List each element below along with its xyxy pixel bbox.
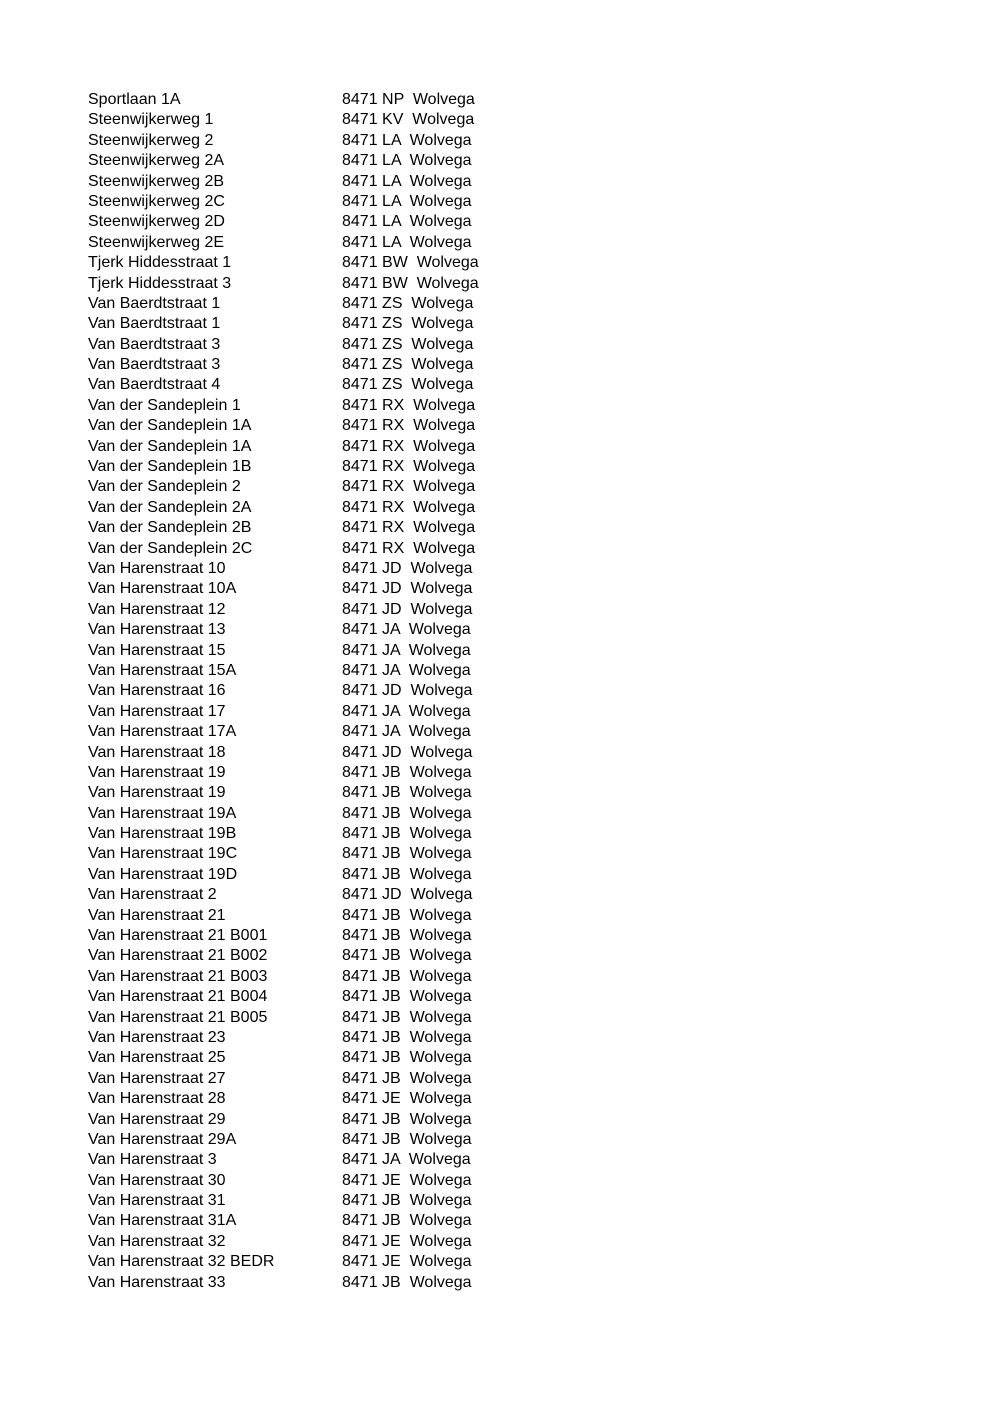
- street-address: Van Baerdtstraat 4: [88, 376, 221, 394]
- street-address: Van Baerdtstraat 3: [88, 356, 221, 374]
- postal-code-city: 8471 RX Wolvega: [342, 498, 476, 516]
- street-address: Steenwijkerweg 2B: [88, 172, 225, 190]
- address-row: [88, 375, 508, 395]
- postal-code-city: 8471 JB Wolvega: [342, 906, 472, 924]
- street-address: Van Harenstraat 15: [88, 641, 226, 659]
- postal-code-city: 8471 JD Wolvega: [342, 559, 473, 577]
- street-address: Van Harenstraat 2: [88, 886, 217, 904]
- postal-code-city: 8471 JB Wolvega: [342, 967, 472, 985]
- postal-code-city: 8471 JB Wolvega: [342, 763, 472, 781]
- postal-code-city: 8471 JB Wolvega: [342, 947, 472, 965]
- postal-code-city: 8471 JA Wolvega: [342, 723, 471, 741]
- postal-code-city: 8471 JB Wolvega: [342, 825, 472, 843]
- street-address: Van der Sandeplein 1A: [88, 417, 252, 435]
- street-address: Van Harenstraat 13: [88, 621, 226, 639]
- postal-code-city: 8471 JB Wolvega: [342, 927, 472, 945]
- postal-code-city: 8471 LA Wolvega: [342, 131, 472, 149]
- postal-code-city: 8471 LA Wolvega: [342, 233, 472, 251]
- postal-code-city: 8471 JB Wolvega: [342, 1069, 472, 1087]
- address-row: [88, 1171, 508, 1191]
- street-address: Van Harenstraat 28: [88, 1090, 226, 1108]
- postal-code-city: 8471 JB Wolvega: [342, 988, 472, 1006]
- address-row: [88, 233, 508, 253]
- postal-code-city: 8471 RX Wolvega: [342, 437, 476, 455]
- postal-code-city: 8471 JB Wolvega: [342, 865, 472, 883]
- street-address: Tjerk Hiddesstraat 3: [88, 274, 232, 292]
- postal-code-city: 8471 JD Wolvega: [342, 682, 473, 700]
- street-address: Van Harenstraat 19: [88, 763, 226, 781]
- address-row: [88, 579, 508, 599]
- address-row: [88, 172, 508, 192]
- address-row: [88, 722, 508, 742]
- street-address: Van Harenstraat 27: [88, 1069, 226, 1087]
- street-address: Van Baerdtstraat 1: [88, 315, 221, 333]
- postal-code-city: 8471 LA Wolvega: [342, 213, 472, 231]
- postal-code-city: 8471 NP Wolvega: [342, 91, 475, 108]
- postal-code-city: 8471 JB Wolvega: [342, 1130, 472, 1148]
- address-row: [88, 192, 508, 212]
- postal-code-city: 8471 JD Wolvega: [342, 580, 473, 598]
- address-row: [88, 946, 508, 966]
- street-address: Van der Sandeplein 2: [88, 478, 241, 496]
- address-row: [88, 1273, 508, 1293]
- postal-code-city: 8471 JE Wolvega: [342, 1171, 472, 1189]
- address-row: [88, 498, 508, 518]
- street-address: Van der Sandeplein 1B: [88, 458, 252, 476]
- street-address: Van Harenstraat 17A: [88, 723, 237, 741]
- postal-code-city: 8471 BW Wolvega: [342, 254, 479, 272]
- street-address: Van Harenstraat 21: [88, 906, 226, 924]
- postal-code-city: 8471 JD Wolvega: [342, 886, 473, 904]
- address-row: [88, 804, 508, 824]
- street-address: Van Harenstraat 19B: [88, 825, 237, 843]
- street-address: Van Harenstraat 21 B005: [88, 1008, 268, 1026]
- address-row: [88, 437, 508, 457]
- postal-code-city: 8471 JA Wolvega: [342, 661, 471, 679]
- address-row: [88, 477, 508, 497]
- postal-code-city: 8471 JA Wolvega: [342, 1151, 471, 1169]
- address-row: [88, 967, 508, 987]
- postal-code-city: 8471 JA Wolvega: [342, 641, 471, 659]
- street-address: Steenwijkerweg 1: [88, 111, 214, 129]
- street-address: Tjerk Hiddesstraat 1: [88, 254, 232, 272]
- street-address: Van Harenstraat 10A: [88, 580, 237, 598]
- postal-code-city: 8471 ZS Wolvega: [342, 335, 474, 353]
- postal-code-city: 8471 RX Wolvega: [342, 417, 476, 435]
- address-row: [88, 1069, 508, 1089]
- postal-code-city: 8471 JD Wolvega: [342, 600, 473, 618]
- address-row: [88, 212, 508, 232]
- street-address: Van der Sandeplein 1A: [88, 437, 252, 455]
- postal-code-city: 8471 LA Wolvega: [342, 152, 472, 170]
- street-address: Van Harenstraat 16: [88, 682, 226, 700]
- postal-code-city: 8471 RX Wolvega: [342, 519, 476, 537]
- street-address: Steenwijkerweg 2A: [88, 152, 225, 170]
- address-row: [88, 987, 508, 1007]
- postal-code-city: 8471 ZS Wolvega: [342, 376, 474, 394]
- address-row: [88, 131, 508, 151]
- postal-code-city: 8471 JB Wolvega: [342, 1028, 472, 1046]
- postal-code-city: 8471 ZS Wolvega: [342, 356, 474, 374]
- street-address: Van Harenstraat 21 B004: [88, 988, 268, 1006]
- street-address: Sportlaan 1A: [88, 91, 181, 108]
- address-row: [88, 110, 508, 130]
- street-address: Van Harenstraat 30: [88, 1171, 226, 1189]
- street-address: Van Baerdtstraat 1: [88, 294, 221, 312]
- street-address: Van Harenstraat 31: [88, 1192, 226, 1210]
- address-row: [88, 1130, 508, 1150]
- postal-code-city: 8471 RX Wolvega: [342, 539, 476, 557]
- address-row: [88, 600, 508, 620]
- address-row: [88, 926, 508, 946]
- street-address: Van Harenstraat 19: [88, 784, 226, 802]
- address-row: [88, 314, 508, 334]
- address-row: [88, 1008, 508, 1028]
- postal-code-city: 8471 JB Wolvega: [342, 804, 472, 822]
- address-row: [88, 396, 508, 416]
- street-address: Van Harenstraat 21 B003: [88, 967, 268, 985]
- street-address: Van Harenstraat 29: [88, 1110, 226, 1128]
- address-row: [88, 1232, 508, 1252]
- street-address: Van Harenstraat 29A: [88, 1130, 237, 1148]
- postal-code-city: 8471 ZS Wolvega: [342, 294, 474, 312]
- street-address: Van der Sandeplein 2C: [88, 539, 253, 557]
- postal-code-city: 8471 RX Wolvega: [342, 396, 476, 414]
- address-list: [88, 90, 508, 1293]
- address-row: [88, 274, 508, 294]
- postal-code-city: 8471 RX Wolvega: [342, 478, 476, 496]
- address-row: [88, 865, 508, 885]
- address-row: [88, 335, 508, 355]
- address-row: [88, 355, 508, 375]
- postal-code-city: 8471 JB Wolvega: [342, 1273, 472, 1291]
- address-row: [88, 1150, 508, 1170]
- street-address: Van Harenstraat 25: [88, 1049, 226, 1067]
- address-row: [88, 681, 508, 701]
- address-row: [88, 539, 508, 559]
- postal-code-city: 8471 JD Wolvega: [342, 743, 473, 761]
- address-row: [88, 763, 508, 783]
- address-row: [88, 151, 508, 171]
- address-row: [88, 702, 508, 722]
- postal-code-city: 8471 LA Wolvega: [342, 192, 472, 210]
- street-address: Van Harenstraat 18: [88, 743, 226, 761]
- postal-code-city: 8471 BW Wolvega: [342, 274, 479, 292]
- street-address: Van Harenstraat 19C: [88, 845, 238, 863]
- address-row: [88, 90, 508, 110]
- address-row: [88, 1252, 508, 1272]
- address-row: [88, 661, 508, 681]
- street-address: Van der Sandeplein 2B: [88, 519, 252, 537]
- street-address: Steenwijkerweg 2E: [88, 233, 225, 251]
- street-address: Van Harenstraat 32: [88, 1232, 226, 1250]
- address-row: [88, 824, 508, 844]
- postal-code-city: 8471 JE Wolvega: [342, 1090, 472, 1108]
- address-row: [88, 844, 508, 864]
- postal-code-city: 8471 JE Wolvega: [342, 1232, 472, 1250]
- address-row: [88, 620, 508, 640]
- postal-code-city: 8471 JB Wolvega: [342, 784, 472, 802]
- street-address: Van Harenstraat 3: [88, 1151, 217, 1169]
- street-address: Van Harenstraat 23: [88, 1028, 226, 1046]
- address-row: [88, 906, 508, 926]
- postal-code-city: 8471 KV Wolvega: [342, 111, 475, 129]
- postal-code-city: 8471 JA Wolvega: [342, 702, 471, 720]
- postal-code-city: 8471 RX Wolvega: [342, 458, 476, 476]
- address-row: [88, 783, 508, 803]
- address-row: [88, 253, 508, 273]
- address-row: [88, 1048, 508, 1068]
- street-address: Van Harenstraat 31A: [88, 1212, 237, 1230]
- postal-code-city: 8471 JB Wolvega: [342, 845, 472, 863]
- address-row: [88, 1191, 508, 1211]
- address-row: [88, 1211, 508, 1231]
- postal-code-city: 8471 JB Wolvega: [342, 1192, 472, 1210]
- address-row: [88, 457, 508, 477]
- postal-code-city: 8471 ZS Wolvega: [342, 315, 474, 333]
- street-address: Van Harenstraat 12: [88, 600, 226, 618]
- address-row: [88, 518, 508, 538]
- postal-code-city: 8471 JB Wolvega: [342, 1212, 472, 1230]
- street-address: Van Harenstraat 33: [88, 1273, 226, 1291]
- postal-code-city: 8471 JE Wolvega: [342, 1253, 472, 1271]
- address-row: [88, 1089, 508, 1109]
- street-address: Van Harenstraat 32 BEDR: [88, 1253, 275, 1271]
- street-address: Steenwijkerweg 2C: [88, 192, 225, 210]
- address-row: [88, 1110, 508, 1130]
- address-row: [88, 1028, 508, 1048]
- address-row: [88, 885, 508, 905]
- street-address: Van Harenstraat 19D: [88, 865, 238, 883]
- postal-code-city: 8471 JA Wolvega: [342, 621, 471, 639]
- address-row: [88, 294, 508, 314]
- address-row: [88, 416, 508, 436]
- postal-code-city: 8471 JB Wolvega: [342, 1049, 472, 1067]
- street-address: Van Harenstraat 17: [88, 702, 226, 720]
- postal-code-city: 8471 LA Wolvega: [342, 172, 472, 190]
- street-address: Van Harenstraat 19A: [88, 804, 237, 822]
- postal-code-city: 8471 JB Wolvega: [342, 1110, 472, 1128]
- street-address: Van Harenstraat 21 B001: [88, 927, 268, 945]
- street-address: Van der Sandeplein 2A: [88, 498, 252, 516]
- address-row: [88, 641, 508, 661]
- address-row: [88, 743, 508, 763]
- street-address: Van Harenstraat 21 B002: [88, 947, 268, 965]
- street-address: Steenwijkerweg 2D: [88, 213, 225, 231]
- street-address: Van der Sandeplein 1: [88, 396, 241, 414]
- street-address: Steenwijkerweg 2: [88, 131, 214, 149]
- street-address: Van Baerdtstraat 3: [88, 335, 221, 353]
- street-address: Van Harenstraat 15A: [88, 661, 237, 679]
- street-address: Van Harenstraat 10: [88, 559, 226, 577]
- address-row: [88, 559, 508, 579]
- postal-code-city: 8471 JB Wolvega: [342, 1008, 472, 1026]
